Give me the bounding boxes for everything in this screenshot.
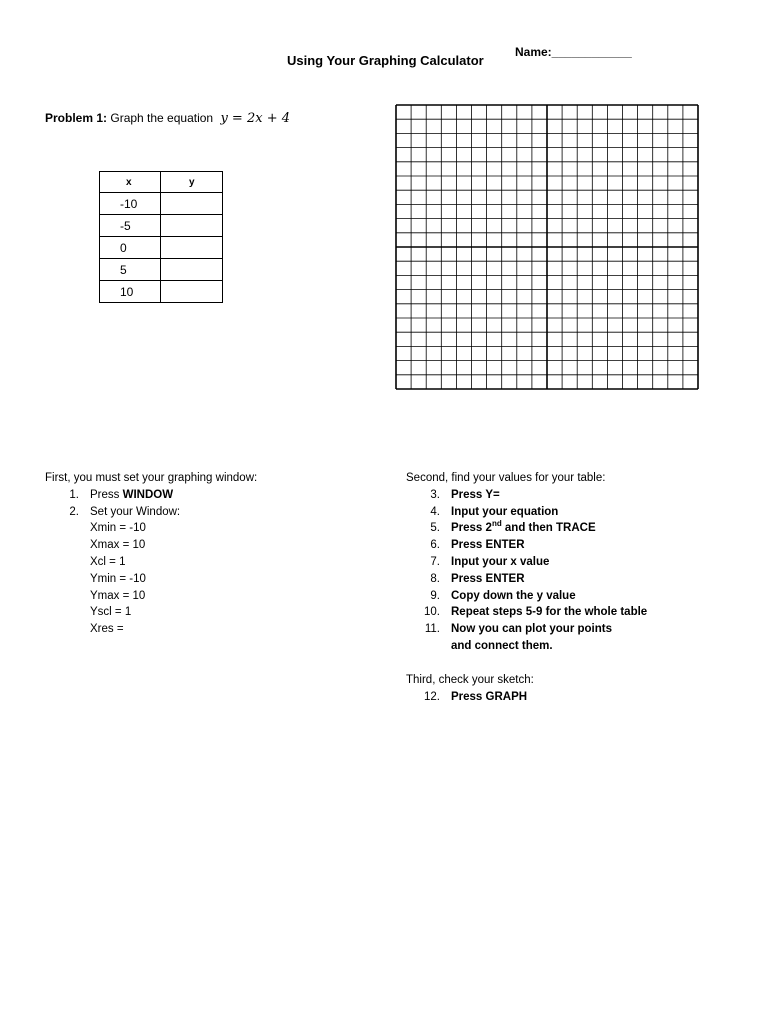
step-item: 9. Copy down the y value bbox=[430, 589, 576, 602]
second-instructions bbox=[406, 470, 746, 655]
y-value-cell[interactable] bbox=[161, 281, 223, 303]
step-item: 5. Press 2nd and then TRACE bbox=[430, 519, 596, 535]
y-value-cell[interactable] bbox=[161, 237, 223, 259]
step-item: 7. Input your x value bbox=[430, 555, 550, 568]
table-row bbox=[100, 259, 223, 281]
window-settings-list bbox=[45, 520, 365, 638]
table-row bbox=[100, 193, 223, 215]
x-value-cell: -5 bbox=[100, 215, 161, 237]
step-item: 8. Press ENTER bbox=[430, 572, 525, 585]
x-value-cell: -10 bbox=[100, 193, 161, 215]
third-steps-list bbox=[406, 689, 746, 706]
table-row bbox=[100, 215, 223, 237]
window-setting-item: Xmin = -10 bbox=[90, 522, 146, 535]
step-item: 1. Press WINDOW bbox=[69, 488, 174, 501]
third-heading: Third, check your sketch: bbox=[406, 674, 534, 686]
xy-table bbox=[99, 171, 223, 303]
third-instructions bbox=[406, 672, 746, 706]
table-header-x: x bbox=[100, 172, 161, 193]
first-instructions bbox=[45, 470, 365, 638]
problem-equation: y = 2x + 4 bbox=[220, 111, 290, 126]
step-item: 6. Press ENTER bbox=[430, 539, 525, 552]
window-setting-item: Ymin = -10 bbox=[90, 572, 146, 585]
table-header-y: y bbox=[161, 172, 223, 193]
y-value-cell[interactable] bbox=[161, 193, 223, 215]
window-setting-item: Yscl = 1 bbox=[90, 606, 132, 619]
window-setting-item: Xcl = 1 bbox=[90, 555, 126, 568]
x-value-cell: 0 bbox=[100, 237, 161, 259]
second-steps-list bbox=[406, 487, 746, 655]
step-continuation: and connect them. bbox=[451, 639, 553, 652]
problem-text: Graph the equation bbox=[110, 111, 214, 125]
step-item: 2. Set your Window: bbox=[69, 505, 181, 518]
window-setting-item: Ymax = 10 bbox=[90, 589, 146, 602]
x-value-cell: 5 bbox=[100, 259, 161, 281]
window-setting-item: Xres = bbox=[90, 623, 124, 636]
table-row bbox=[100, 281, 223, 303]
step-item: 11. Now you can plot your points bbox=[424, 623, 612, 636]
step-item: 3. Press Y= bbox=[430, 488, 500, 501]
worksheet-title: Using Your Graphing Calculator bbox=[287, 53, 484, 68]
y-value-cell[interactable] bbox=[161, 259, 223, 281]
x-value-cell: 10 bbox=[100, 281, 161, 303]
step-item: 4. Input your equation bbox=[430, 505, 559, 518]
step-item: 10. Repeat steps 5-9 for the whole table bbox=[424, 606, 648, 619]
problem-statement bbox=[45, 111, 290, 126]
name-field-label: Name:____________ bbox=[515, 45, 632, 59]
table-row bbox=[100, 237, 223, 259]
problem-label: Problem 1: bbox=[45, 111, 108, 125]
step-item: 12. Press GRAPH bbox=[424, 690, 528, 703]
first-heading: First, you must set your graphing window: bbox=[45, 472, 258, 484]
window-setting-item: Xmax = 10 bbox=[90, 539, 146, 552]
graph-paper-grid bbox=[395, 104, 699, 390]
y-value-cell[interactable] bbox=[161, 215, 223, 237]
second-heading: Second, find your values for your table: bbox=[406, 472, 606, 484]
